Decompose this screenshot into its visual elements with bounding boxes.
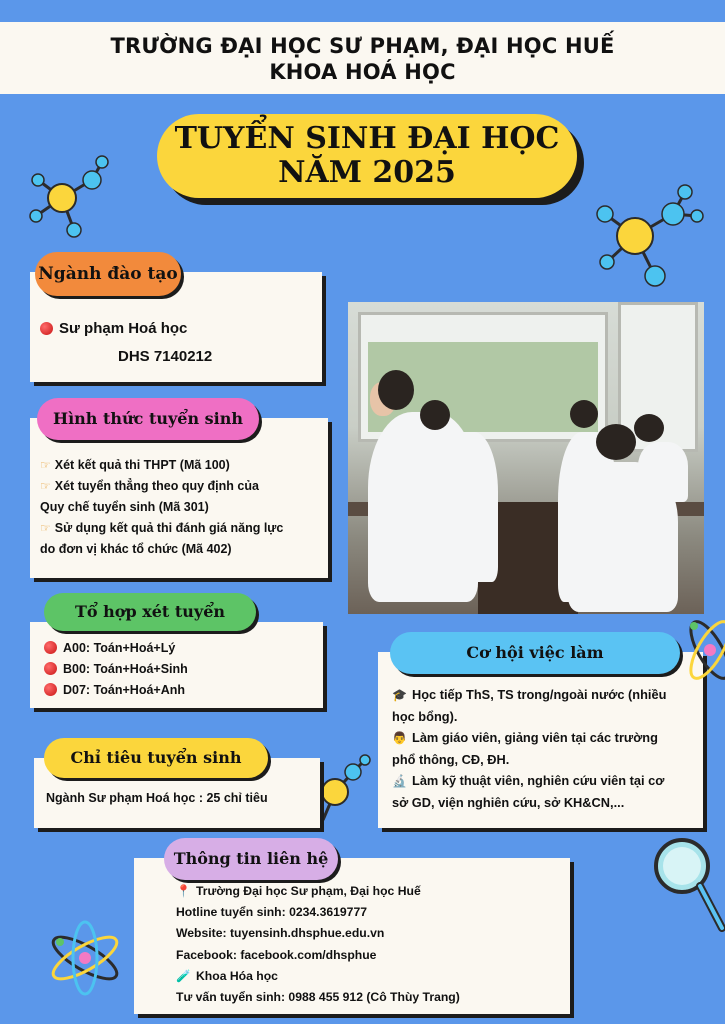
- red-dot-icon: [44, 683, 57, 696]
- nganh-code: DHS 7140212: [118, 348, 213, 365]
- red-dot-icon: [44, 662, 57, 675]
- teacher-icon: 👨: [392, 731, 407, 745]
- school-name: TRƯỜNG ĐẠI HỌC SƯ PHẠM, ĐẠI HỌC HUẾ: [110, 34, 615, 58]
- pin-icon: 📍: [176, 884, 191, 898]
- co-hoi-heading: Cơ hội việc làm: [390, 632, 680, 674]
- list-item: ☞ Xét tuyển thẳng theo quy định của: [40, 476, 283, 497]
- chi-tieu-text: Ngành Sư phạm Hoá học : 25 chỉ tiêu: [46, 791, 268, 805]
- list-item: Quy chế tuyển sinh (Mã 301): [40, 500, 209, 514]
- chi-tieu-heading: Chỉ tiêu tuyển sinh: [44, 738, 268, 778]
- list-item: 📍 Trường Đại học Sư phạm, Đại học Huế: [176, 881, 460, 902]
- hinh-thuc-heading: Hình thức tuyển sinh: [37, 398, 259, 440]
- lab-photo: [348, 302, 704, 614]
- lien-he-heading: Thông tin liên hệ: [164, 838, 338, 880]
- magnifier-icon: [650, 832, 725, 942]
- list-item: 🎓 Học tiếp ThS, TS trong/ngoài nước (nhiều: [392, 684, 666, 706]
- atom-icon: [40, 918, 130, 998]
- to-hop-heading: Tổ hợp xét tuyển: [44, 593, 256, 631]
- molecule-icon: [22, 150, 122, 242]
- list-item: do đơn vị khác tổ chức (Mã 402): [40, 542, 232, 556]
- faculty-name: KHOA HOÁ HỌC: [269, 60, 456, 84]
- list-item: học bổng).: [392, 709, 458, 724]
- header-band: [0, 22, 725, 94]
- main-title: [157, 114, 577, 198]
- list-item: Hotline tuyển sinh: 0234.3619777: [176, 905, 368, 920]
- list-item: 👨 Làm giáo viên, giảng viên tại các trường: [392, 727, 666, 749]
- nganh-heading: Ngành đào tạo: [35, 252, 181, 296]
- test-tube-icon: 🧪: [176, 968, 191, 983]
- pointing-hand-icon: ☞: [40, 458, 51, 472]
- list-item: 🔬 Làm kỹ thuật viên, nghiên cứu viên tại cơ: [392, 770, 666, 792]
- list-item: D07: Toán+Hoá+Anh: [44, 680, 188, 701]
- list-item: ☞ Xét kết quả thi THPT (Mã 100): [40, 455, 283, 476]
- title-line2: NĂM 2025: [278, 155, 456, 190]
- red-dot-icon: [40, 322, 53, 335]
- list-item: ☞ Sử dụng kết quả thi đánh giá năng lực: [40, 518, 283, 539]
- list-item: sở GD, viện nghiên cứu, sở KH&CN,...: [392, 795, 625, 810]
- nganh-name-row: [40, 318, 187, 339]
- hinh-thuc-list: [40, 455, 283, 560]
- to-hop-list: [44, 638, 188, 701]
- atom-icon: [672, 612, 725, 692]
- co-hoi-list: [392, 684, 666, 813]
- list-item: Website: tuyensinh.dhsphue.edu.vn: [176, 926, 385, 941]
- list-item: B00: Toán+Hoá+Sinh: [44, 659, 188, 680]
- list-item: A00: Toán+Hoá+Lý: [44, 638, 188, 659]
- pointing-hand-icon: ☞: [40, 479, 51, 493]
- title-line1: TUYỂN SINH ĐẠI HỌC: [174, 121, 560, 156]
- molecule-icon: [585, 178, 710, 290]
- lien-he-list: [176, 881, 460, 1008]
- list-item: Tư vấn tuyển sinh: 0988 455 912 (Cô Thùy Trang): [176, 990, 460, 1005]
- list-item: phổ thông, CĐ, ĐH.: [392, 752, 510, 767]
- list-item: Facebook: facebook.com/dhsphue: [176, 947, 377, 962]
- pointing-hand-icon: ☞: [40, 521, 51, 535]
- red-dot-icon: [44, 641, 57, 654]
- graduation-cap-icon: 🎓: [392, 688, 407, 702]
- microscope-icon: 🔬: [392, 774, 407, 788]
- nganh-name: Sư phạm Hoá học: [59, 320, 188, 337]
- list-item: 🧪 Khoa Hóa học: [176, 966, 460, 987]
